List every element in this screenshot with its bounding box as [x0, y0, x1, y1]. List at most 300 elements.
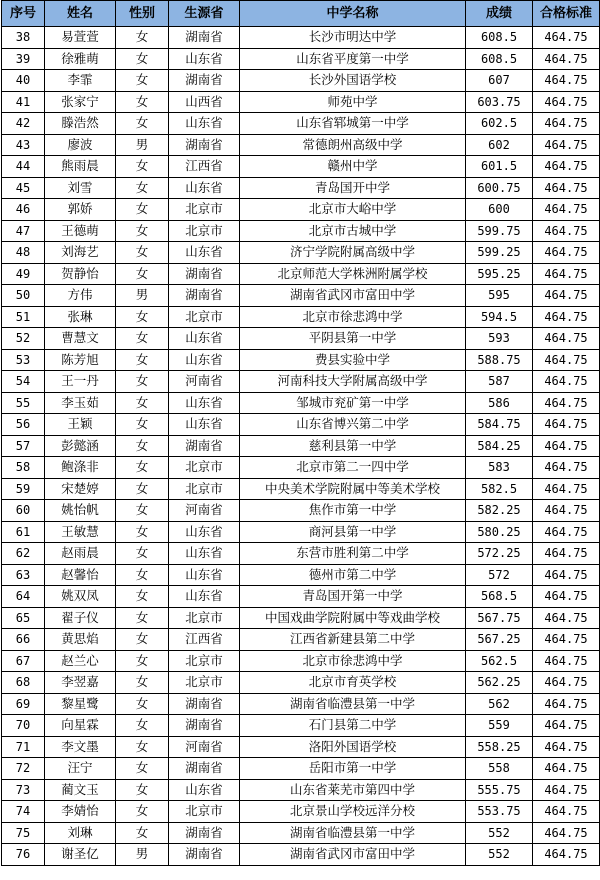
cell-score: 588.75: [466, 349, 533, 371]
cell-school: 常德朗州高级中学: [240, 134, 466, 156]
cell-score: 559: [466, 715, 533, 737]
cell-gender: 女: [116, 779, 169, 801]
cell-index: 49: [2, 263, 45, 285]
table-row: [2, 263, 600, 285]
cell-index: 57: [2, 435, 45, 457]
cell-province: 北京市: [169, 650, 240, 672]
table-row: [2, 242, 600, 264]
cell-gender: 女: [116, 543, 169, 565]
cell-gender: 女: [116, 392, 169, 414]
cell-gender: 男: [116, 844, 169, 866]
cell-score: 594.5: [466, 306, 533, 328]
cell-index: 44: [2, 156, 45, 178]
cell-passing-standard: 464.75: [533, 586, 600, 608]
cell-name: 滕浩然: [45, 113, 116, 135]
cell-name: 鲍涤非: [45, 457, 116, 479]
cell-province: 湖南省: [169, 693, 240, 715]
cell-score: 562.5: [466, 650, 533, 672]
cell-province: 湖南省: [169, 134, 240, 156]
cell-school: 河南科技大学附属高级中学: [240, 371, 466, 393]
cell-index: 72: [2, 758, 45, 780]
cell-school: 北京师范大学株洲附属学校: [240, 263, 466, 285]
cell-name: 汪宁: [45, 758, 116, 780]
cell-gender: 女: [116, 242, 169, 264]
cell-name: 宋楚婷: [45, 478, 116, 500]
cell-gender: 女: [116, 199, 169, 221]
cell-index: 62: [2, 543, 45, 565]
cell-score: 601.5: [466, 156, 533, 178]
table-row: [2, 672, 600, 694]
cell-province: 江西省: [169, 629, 240, 651]
table-row: [2, 779, 600, 801]
cell-index: 53: [2, 349, 45, 371]
cell-gender: 女: [116, 801, 169, 823]
cell-passing-standard: 464.75: [533, 650, 600, 672]
cell-name: 黎星鹭: [45, 693, 116, 715]
col-header-name: 姓名: [45, 1, 116, 27]
cell-name: 赵雨晨: [45, 543, 116, 565]
table-row: [2, 349, 600, 371]
cell-index: 52: [2, 328, 45, 350]
cell-index: 65: [2, 607, 45, 629]
cell-school: 长沙外国语学校: [240, 70, 466, 92]
cell-school: 山东省平度第一中学: [240, 48, 466, 70]
cell-province: 河南省: [169, 371, 240, 393]
cell-school: 北京市徐悲鸿中学: [240, 650, 466, 672]
table-row: [2, 822, 600, 844]
table-row: [2, 392, 600, 414]
cell-gender: 女: [116, 177, 169, 199]
cell-score: 593: [466, 328, 533, 350]
table-row: [2, 844, 600, 866]
cell-index: 76: [2, 844, 45, 866]
cell-province: 山东省: [169, 48, 240, 70]
cell-passing-standard: 464.75: [533, 242, 600, 264]
cell-score: 583: [466, 457, 533, 479]
cell-gender: 女: [116, 822, 169, 844]
cell-province: 山东省: [169, 564, 240, 586]
cell-passing-standard: 464.75: [533, 564, 600, 586]
cell-gender: 女: [116, 693, 169, 715]
cell-score: 608.5: [466, 27, 533, 49]
cell-gender: 女: [116, 48, 169, 70]
cell-passing-standard: 464.75: [533, 156, 600, 178]
table-row: [2, 801, 600, 823]
table-row: [2, 715, 600, 737]
cell-index: 69: [2, 693, 45, 715]
cell-school: 青岛国开中学: [240, 177, 466, 199]
cell-score: 572.25: [466, 543, 533, 565]
table-row: [2, 134, 600, 156]
cell-school: 洛阳外国语学校: [240, 736, 466, 758]
cell-index: 56: [2, 414, 45, 436]
cell-province: 北京市: [169, 199, 240, 221]
cell-score: 602.5: [466, 113, 533, 135]
cell-passing-standard: 464.75: [533, 736, 600, 758]
cell-passing-standard: 464.75: [533, 435, 600, 457]
cell-province: 河南省: [169, 736, 240, 758]
cell-gender: 女: [116, 758, 169, 780]
cell-school: 慈利县第一中学: [240, 435, 466, 457]
cell-name: 姚双凤: [45, 586, 116, 608]
cell-passing-standard: 464.75: [533, 220, 600, 242]
cell-score: 587: [466, 371, 533, 393]
cell-school: 中央美术学院附属中等美术学校: [240, 478, 466, 500]
table-row: [2, 414, 600, 436]
col-header-score: 成绩: [466, 1, 533, 27]
cell-school: 湖南省临澧县第一中学: [240, 822, 466, 844]
cell-school: 焦作市第一中学: [240, 500, 466, 522]
cell-index: 63: [2, 564, 45, 586]
cell-passing-standard: 464.75: [533, 113, 600, 135]
cell-school: 北京市徐悲鸿中学: [240, 306, 466, 328]
table-row: [2, 457, 600, 479]
cell-index: 42: [2, 113, 45, 135]
cell-school: 湖南省临澧县第一中学: [240, 693, 466, 715]
cell-gender: 女: [116, 70, 169, 92]
table-row: [2, 371, 600, 393]
table-row: [2, 177, 600, 199]
table-row: [2, 285, 600, 307]
cell-name: 张家宁: [45, 91, 116, 113]
cell-school: 岳阳市第一中学: [240, 758, 466, 780]
cell-gender: 女: [116, 414, 169, 436]
cell-gender: 女: [116, 263, 169, 285]
cell-gender: 女: [116, 672, 169, 694]
table-row: [2, 500, 600, 522]
cell-score: 595: [466, 285, 533, 307]
cell-school: 北京景山学校远洋分校: [240, 801, 466, 823]
cell-school: 北京市育英学校: [240, 672, 466, 694]
cell-gender: 女: [116, 521, 169, 543]
cell-school: 东营市胜利第二中学: [240, 543, 466, 565]
cell-province: 北京市: [169, 607, 240, 629]
cell-score: 599.25: [466, 242, 533, 264]
cell-passing-standard: 464.75: [533, 478, 600, 500]
cell-province: 江西省: [169, 156, 240, 178]
cell-passing-standard: 464.75: [533, 134, 600, 156]
cell-index: 70: [2, 715, 45, 737]
cell-index: 47: [2, 220, 45, 242]
cell-gender: 女: [116, 457, 169, 479]
cell-school: 济宁学院附属高级中学: [240, 242, 466, 264]
cell-province: 山东省: [169, 521, 240, 543]
cell-province: 北京市: [169, 801, 240, 823]
cell-score: 572: [466, 564, 533, 586]
cell-school: 邹城市兖矿第一中学: [240, 392, 466, 414]
cell-passing-standard: 464.75: [533, 672, 600, 694]
cell-gender: 女: [116, 306, 169, 328]
cell-index: 43: [2, 134, 45, 156]
cell-school: 赣州中学: [240, 156, 466, 178]
cell-passing-standard: 464.75: [533, 349, 600, 371]
cell-name: 李婧怡: [45, 801, 116, 823]
cell-province: 山东省: [169, 242, 240, 264]
cell-score: 595.25: [466, 263, 533, 285]
col-header-index: 序号: [2, 1, 45, 27]
cell-score: 552: [466, 844, 533, 866]
cell-province: 湖南省: [169, 715, 240, 737]
cell-province: 山东省: [169, 349, 240, 371]
cell-name: 李玉茹: [45, 392, 116, 414]
cell-index: 40: [2, 70, 45, 92]
cell-school: 平阴县第一中学: [240, 328, 466, 350]
cell-province: 河南省: [169, 500, 240, 522]
cell-name: 刘雪: [45, 177, 116, 199]
cell-passing-standard: 464.75: [533, 263, 600, 285]
cell-gender: 男: [116, 285, 169, 307]
cell-name: 徐雅萌: [45, 48, 116, 70]
cell-index: 71: [2, 736, 45, 758]
cell-gender: 女: [116, 156, 169, 178]
cell-school: 北京市大峪中学: [240, 199, 466, 221]
cell-province: 北京市: [169, 306, 240, 328]
cell-name: 赵兰心: [45, 650, 116, 672]
cell-passing-standard: 464.75: [533, 457, 600, 479]
cell-gender: 女: [116, 650, 169, 672]
cell-score: 600.75: [466, 177, 533, 199]
cell-province: 湖南省: [169, 758, 240, 780]
cell-index: 73: [2, 779, 45, 801]
cell-school: 费县实验中学: [240, 349, 466, 371]
cell-passing-standard: 464.75: [533, 715, 600, 737]
cell-passing-standard: 464.75: [533, 758, 600, 780]
cell-name: 谢圣亿: [45, 844, 116, 866]
cell-school: 中国戏曲学院附属中等戏曲学校: [240, 607, 466, 629]
cell-score: 567.75: [466, 607, 533, 629]
cell-name: 王一丹: [45, 371, 116, 393]
cell-index: 55: [2, 392, 45, 414]
cell-province: 山东省: [169, 414, 240, 436]
cell-passing-standard: 464.75: [533, 779, 600, 801]
cell-name: 王敏慧: [45, 521, 116, 543]
cell-passing-standard: 464.75: [533, 328, 600, 350]
cell-passing-standard: 464.75: [533, 822, 600, 844]
cell-passing-standard: 464.75: [533, 521, 600, 543]
cell-index: 75: [2, 822, 45, 844]
cell-score: 607: [466, 70, 533, 92]
table-header: [2, 1, 600, 27]
cell-province: 山东省: [169, 113, 240, 135]
table-row: [2, 70, 600, 92]
cell-index: 38: [2, 27, 45, 49]
cell-score: 582.25: [466, 500, 533, 522]
cell-name: 刘琳: [45, 822, 116, 844]
cell-index: 54: [2, 371, 45, 393]
cell-gender: 女: [116, 349, 169, 371]
cell-province: 山东省: [169, 392, 240, 414]
admission-results-table: [1, 0, 600, 866]
cell-name: 方伟: [45, 285, 116, 307]
cell-passing-standard: 464.75: [533, 91, 600, 113]
cell-score: 584.75: [466, 414, 533, 436]
col-header-gender: 性别: [116, 1, 169, 27]
cell-gender: 女: [116, 435, 169, 457]
cell-school: 湖南省武冈市富田中学: [240, 285, 466, 307]
table-row: [2, 629, 600, 651]
col-header-school: 中学名称: [240, 1, 466, 27]
cell-name: 郭娇: [45, 199, 116, 221]
cell-school: 山东省莱芜市第四中学: [240, 779, 466, 801]
cell-index: 50: [2, 285, 45, 307]
cell-score: 558: [466, 758, 533, 780]
col-header-passing-standard: 合格标准: [533, 1, 600, 27]
cell-passing-standard: 464.75: [533, 371, 600, 393]
cell-gender: 女: [116, 586, 169, 608]
cell-province: 山西省: [169, 91, 240, 113]
col-header-province: 生源省: [169, 1, 240, 27]
cell-index: 64: [2, 586, 45, 608]
cell-index: 60: [2, 500, 45, 522]
cell-passing-standard: 464.75: [533, 285, 600, 307]
table-row: [2, 27, 600, 49]
cell-index: 45: [2, 177, 45, 199]
cell-province: 北京市: [169, 478, 240, 500]
cell-gender: 女: [116, 478, 169, 500]
cell-school: 北京市第二一四中学: [240, 457, 466, 479]
cell-school: 商河县第一中学: [240, 521, 466, 543]
table-row: [2, 478, 600, 500]
cell-province: 湖南省: [169, 285, 240, 307]
cell-index: 67: [2, 650, 45, 672]
cell-passing-standard: 464.75: [533, 70, 600, 92]
table-row: [2, 91, 600, 113]
cell-gender: 女: [116, 500, 169, 522]
cell-index: 68: [2, 672, 45, 694]
cell-score: 603.75: [466, 91, 533, 113]
cell-school: 德州市第二中学: [240, 564, 466, 586]
cell-name: 王颖: [45, 414, 116, 436]
cell-passing-standard: 464.75: [533, 607, 600, 629]
cell-gender: 男: [116, 134, 169, 156]
cell-province: 北京市: [169, 457, 240, 479]
cell-name: 刘海艺: [45, 242, 116, 264]
cell-score: 608.5: [466, 48, 533, 70]
table-body: [2, 27, 600, 866]
cell-province: 湖南省: [169, 263, 240, 285]
cell-score: 584.25: [466, 435, 533, 457]
table-row: [2, 758, 600, 780]
cell-index: 59: [2, 478, 45, 500]
cell-gender: 女: [116, 27, 169, 49]
cell-name: 熊雨晨: [45, 156, 116, 178]
header-row: [2, 1, 600, 27]
table-row: [2, 693, 600, 715]
cell-name: 翟子仪: [45, 607, 116, 629]
cell-index: 66: [2, 629, 45, 651]
cell-name: 赵馨怡: [45, 564, 116, 586]
cell-score: 555.75: [466, 779, 533, 801]
cell-name: 廖波: [45, 134, 116, 156]
cell-name: 李霏: [45, 70, 116, 92]
cell-passing-standard: 464.75: [533, 392, 600, 414]
cell-index: 74: [2, 801, 45, 823]
cell-score: 600: [466, 199, 533, 221]
cell-index: 61: [2, 521, 45, 543]
cell-index: 46: [2, 199, 45, 221]
cell-province: 山东省: [169, 328, 240, 350]
cell-passing-standard: 464.75: [533, 177, 600, 199]
cell-score: 562.25: [466, 672, 533, 694]
cell-gender: 女: [116, 113, 169, 135]
cell-province: 湖南省: [169, 844, 240, 866]
cell-name: 姚怡帆: [45, 500, 116, 522]
cell-name: 易萱萱: [45, 27, 116, 49]
cell-school: 江西省新建县第二中学: [240, 629, 466, 651]
cell-name: 李翌嘉: [45, 672, 116, 694]
table-row: [2, 521, 600, 543]
cell-school: 山东省郓城第一中学: [240, 113, 466, 135]
cell-province: 山东省: [169, 543, 240, 565]
cell-name: 李文墨: [45, 736, 116, 758]
cell-school: 北京市古城中学: [240, 220, 466, 242]
cell-name: 贺静怡: [45, 263, 116, 285]
cell-school: 长沙市明达中学: [240, 27, 466, 49]
cell-passing-standard: 464.75: [533, 306, 600, 328]
cell-passing-standard: 464.75: [533, 629, 600, 651]
cell-passing-standard: 464.75: [533, 199, 600, 221]
table-row: [2, 199, 600, 221]
cell-passing-standard: 464.75: [533, 543, 600, 565]
cell-province: 山东省: [169, 586, 240, 608]
table-row: [2, 220, 600, 242]
cell-index: 41: [2, 91, 45, 113]
cell-name: 王德萌: [45, 220, 116, 242]
table-row: [2, 543, 600, 565]
table-row: [2, 156, 600, 178]
cell-score: 568.5: [466, 586, 533, 608]
cell-province: 山东省: [169, 779, 240, 801]
cell-gender: 女: [116, 629, 169, 651]
cell-gender: 女: [116, 607, 169, 629]
cell-name: 黄思焰: [45, 629, 116, 651]
cell-school: 石门县第二中学: [240, 715, 466, 737]
cell-gender: 女: [116, 371, 169, 393]
table-row: [2, 650, 600, 672]
cell-score: 552: [466, 822, 533, 844]
cell-passing-standard: 464.75: [533, 27, 600, 49]
cell-province: 湖南省: [169, 70, 240, 92]
cell-gender: 女: [116, 328, 169, 350]
cell-passing-standard: 464.75: [533, 500, 600, 522]
cell-school: 湖南省武冈市富田中学: [240, 844, 466, 866]
table-row: [2, 48, 600, 70]
cell-school: 山东省博兴第二中学: [240, 414, 466, 436]
table-row: [2, 306, 600, 328]
table-row: [2, 586, 600, 608]
cell-index: 39: [2, 48, 45, 70]
cell-passing-standard: 464.75: [533, 801, 600, 823]
cell-province: 山东省: [169, 177, 240, 199]
cell-gender: 女: [116, 564, 169, 586]
cell-score: 553.75: [466, 801, 533, 823]
table-row: [2, 328, 600, 350]
cell-name: 张琳: [45, 306, 116, 328]
cell-province: 北京市: [169, 672, 240, 694]
cell-name: 彭懿涵: [45, 435, 116, 457]
cell-passing-standard: 464.75: [533, 48, 600, 70]
cell-province: 湖南省: [169, 822, 240, 844]
cell-passing-standard: 464.75: [533, 693, 600, 715]
cell-gender: 女: [116, 715, 169, 737]
cell-province: 湖南省: [169, 27, 240, 49]
cell-index: 51: [2, 306, 45, 328]
cell-score: 586: [466, 392, 533, 414]
cell-score: 558.25: [466, 736, 533, 758]
cell-score: 582.5: [466, 478, 533, 500]
cell-name: 向星霖: [45, 715, 116, 737]
table-row: [2, 607, 600, 629]
